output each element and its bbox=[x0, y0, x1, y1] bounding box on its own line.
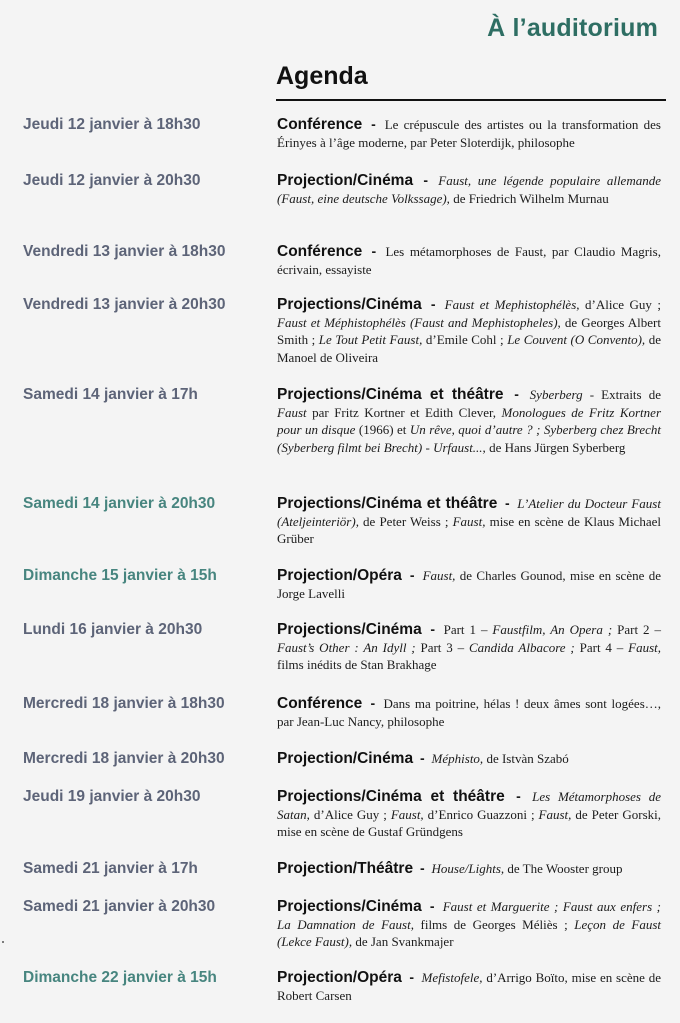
print-speck bbox=[2, 941, 4, 943]
entry-description bbox=[277, 296, 661, 366]
entry-text-segment: - Extraits de bbox=[582, 387, 661, 402]
entry-text-segment: Les Métamorphoses de Satan, bbox=[277, 789, 661, 822]
entry-text-segment: Syberberg bbox=[529, 387, 583, 402]
entry-category: Projection/Cinéma bbox=[277, 750, 414, 767]
entry-dash: - bbox=[365, 695, 381, 711]
entry-text-segment: Faust et Marguerite ; Faust aux enfers ; La Damnation de Faust, bbox=[277, 899, 661, 932]
entry-description bbox=[277, 860, 661, 878]
entry-text-segment: Faust et Mephistophélès, bbox=[444, 297, 580, 312]
entry-date: Mercredi 18 janvier à 20h30 bbox=[23, 750, 225, 767]
entry-date: Samedi 14 janvier à 17h bbox=[23, 386, 198, 403]
entry-date: Dimanche 22 janvier à 15h bbox=[23, 969, 217, 986]
entry-text-segment: Faust bbox=[277, 404, 307, 420]
entry-text-segment: Faustfilm, An Opera ; bbox=[492, 622, 613, 637]
entry-description bbox=[277, 495, 661, 548]
entry-category: Projections/Cinéma et théâtre bbox=[277, 788, 505, 805]
entry-text-segment: d’Emile Cohl ; bbox=[422, 332, 508, 347]
entry-text-segment: de Istvàn Szabó bbox=[483, 751, 569, 766]
entry-date: Jeudi 12 janvier à 20h30 bbox=[23, 172, 201, 189]
entry-text-segment: Un rêve, quoi d’autre ? ; Syberberg chez Brecht (Syberberg filmt bei Brecht) - Urfaust..., bbox=[277, 422, 662, 455]
entry-text-segment: Faust, bbox=[538, 806, 572, 822]
entry-text-segment: Dans ma poitrine, hélas ! deux âmes sont logées…, par Jean-Luc Nancy, philosophe bbox=[277, 696, 661, 729]
entry-category: Projection/Opéra bbox=[277, 567, 402, 584]
entry-dash: - bbox=[416, 750, 429, 766]
agenda-heading: Agenda bbox=[276, 62, 368, 90]
entry-text-segment: de Charles Gounod, mise en scène de Jorge Lavelli bbox=[277, 568, 661, 601]
entry-dash: - bbox=[416, 172, 436, 188]
entry-description bbox=[277, 116, 661, 151]
entry-text-segment: Faust, bbox=[628, 639, 662, 655]
entry-date: Jeudi 12 janvier à 18h30 bbox=[23, 116, 201, 133]
entry-category: Conférence bbox=[277, 695, 363, 712]
entry-description bbox=[277, 898, 661, 951]
entry-text-segment: d’Alice Guy ; bbox=[579, 297, 661, 312]
entry-text-segment: de Friedrich Wilhelm Murnau bbox=[449, 190, 609, 206]
entry-dash: - bbox=[424, 898, 440, 914]
entry-text-segment: Candida Albacore ; bbox=[469, 639, 575, 655]
entry-dash: - bbox=[404, 567, 420, 583]
entry-category: Projection/Cinéma bbox=[277, 172, 414, 189]
entry-date: Lundi 16 janvier à 20h30 bbox=[23, 621, 203, 638]
heading-rule bbox=[276, 99, 666, 101]
entry-text-segment: Le crépuscule des artistes ou la transformation des Érinyes à l’âge moderne, par Peter Sloterdijk, philosophe bbox=[277, 117, 661, 150]
entry-text-segment: Les métamorphoses de Faust, par Claudio Magris, écrivain, essayiste bbox=[277, 244, 661, 277]
entry-date: Vendredi 13 janvier à 20h30 bbox=[23, 296, 226, 313]
entry-dash: - bbox=[507, 788, 530, 804]
entry-text-segment: de Peter Weiss ; bbox=[358, 513, 453, 529]
entry-description bbox=[277, 969, 661, 1004]
entry-dash: - bbox=[416, 860, 429, 876]
entry-text-segment: de Jan Svankmajer bbox=[352, 934, 454, 949]
entry-text-segment: Le Tout Petit Faust, bbox=[318, 332, 423, 347]
entry-description bbox=[277, 172, 661, 207]
entry-date: Samedi 21 janvier à 17h bbox=[23, 860, 198, 877]
entry-description bbox=[277, 695, 661, 730]
entry-description bbox=[277, 567, 661, 602]
entry-date: Mercredi 18 janvier à 18h30 bbox=[23, 695, 225, 712]
entry-text-segment: Faust, bbox=[422, 568, 456, 583]
entry-text-segment: Part 3 – bbox=[415, 639, 469, 655]
entry-text-segment: Faust, bbox=[452, 513, 486, 529]
entry-category: Projections/Cinéma et théâtre bbox=[277, 386, 504, 403]
entry-text-segment: de The Wooster group bbox=[504, 861, 623, 876]
entry-date: Samedi 21 janvier à 20h30 bbox=[23, 898, 216, 915]
entry-date: Dimanche 15 janvier à 15h bbox=[23, 567, 217, 584]
entry-text-segment: de Peter Gorski, mise en scène de Gustaf Gründgens bbox=[277, 806, 662, 839]
entry-description bbox=[277, 788, 661, 841]
entry-dash: - bbox=[365, 243, 383, 259]
entry-text-segment: Part 1 – bbox=[443, 622, 493, 637]
entry-category: Conférence bbox=[277, 116, 363, 133]
entry-text-segment: films inédits de Stan Brakhage bbox=[277, 657, 437, 672]
entry-category: Projection/Opéra bbox=[277, 969, 402, 986]
entry-text-segment: d’Alice Guy ; bbox=[309, 806, 391, 822]
entry-text-segment: Le Couvent (O Convento), bbox=[507, 332, 646, 347]
entry-description bbox=[277, 386, 661, 456]
entry-text-segment: mise en scène de Klaus Michael Grüber bbox=[277, 513, 662, 546]
entry-text-segment: Faust’s Other : An Idyll ; bbox=[277, 639, 416, 655]
entry-category: Projections/Cinéma et théâtre bbox=[277, 495, 498, 512]
entry-category: Conférence bbox=[277, 243, 363, 260]
entry-text-segment: Part 2 – bbox=[612, 622, 661, 637]
entry-date: Jeudi 19 janvier à 20h30 bbox=[23, 788, 201, 805]
entry-dash: - bbox=[424, 621, 441, 637]
entry-category: Projection/Théâtre bbox=[277, 860, 414, 877]
entry-text-segment: Monologues de Fritz Kortner pour un disque bbox=[277, 404, 661, 437]
entry-text-segment: films de Georges Méliès ; bbox=[413, 916, 575, 932]
entry-description bbox=[277, 621, 661, 674]
entry-dash: - bbox=[424, 296, 442, 312]
entry-text-segment: de Manoel de Oliveira bbox=[277, 332, 661, 365]
entry-description bbox=[277, 750, 661, 768]
entry-text-segment: Faust, bbox=[390, 806, 424, 822]
entry-text-segment: (1966) et bbox=[355, 422, 410, 437]
section-title: À l’auditorium bbox=[487, 14, 658, 42]
entry-text-segment: Part 4 – bbox=[574, 639, 629, 655]
entry-dash: - bbox=[365, 116, 382, 132]
entry-text-segment: Mefistofele, bbox=[421, 970, 483, 985]
entry-text-segment: Faust et Méphistophélès (Faust and Mephistopheles), bbox=[277, 314, 561, 330]
entry-text-segment: d’Arrigo Boïto, mise en scène de Robert Carsen bbox=[277, 970, 661, 1003]
entry-dash: - bbox=[506, 386, 527, 402]
entry-text-segment: de Georges Albert Smith ; bbox=[277, 314, 661, 347]
entry-text-segment: d’Enrico Guazzoni ; bbox=[423, 806, 539, 822]
entry-category: Projections/Cinéma bbox=[277, 296, 422, 313]
entry-description bbox=[277, 243, 661, 278]
entry-date: Vendredi 13 janvier à 18h30 bbox=[23, 243, 226, 260]
entry-dash: - bbox=[404, 969, 419, 985]
entry-category: Projections/Cinéma bbox=[277, 621, 422, 638]
entry-text-segment: Faust, une légende populaire allemande (Faust, eine deutsche Volkssage), bbox=[277, 173, 661, 206]
entry-text-segment: L’Atelier du Docteur Faust (Ateljeinteriör), bbox=[277, 496, 661, 529]
entry-text-segment: par Fritz Kortner et Edith Clever, bbox=[306, 404, 502, 420]
entry-dash: - bbox=[500, 495, 515, 511]
entry-text-segment: Leçon de Faust (Lekce Faust), bbox=[277, 916, 661, 949]
entry-text-segment: Méphisto, bbox=[431, 751, 484, 766]
entry-text-segment: House/Lights, bbox=[431, 861, 505, 876]
entry-category: Projections/Cinéma bbox=[277, 898, 422, 915]
entry-text-segment: de Hans Jürgen Syberberg bbox=[485, 439, 626, 455]
entry-date: Samedi 14 janvier à 20h30 bbox=[23, 495, 216, 512]
